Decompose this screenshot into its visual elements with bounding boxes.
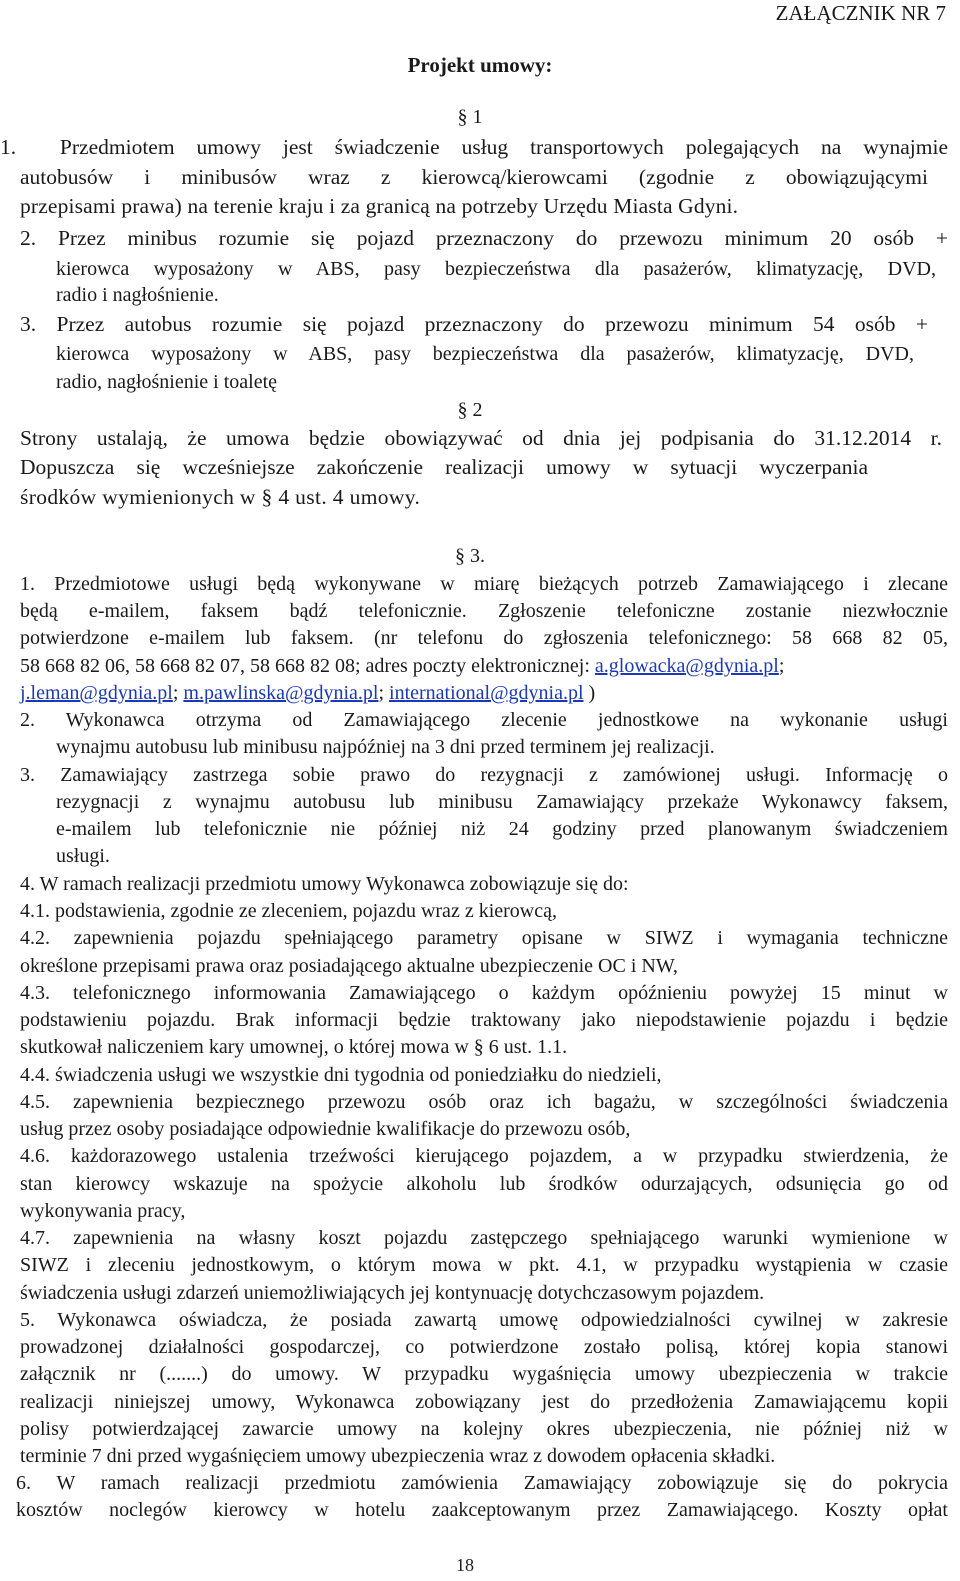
s3-p5-line-2: prowadzonej działalności gospodarczej, co potwierdzone zostało polisą, której kopia stanowi: [20, 1336, 948, 1358]
s3-p4-line-6: podstawieniu pojazdu. Brak informacji będzie traktowany jako niepodstawienie pojazdu i będzie: [20, 1009, 948, 1031]
s3-p3-line-1: 3. Zamawiający zastrzega sobie prawo do rezygnacji z zamówionej usługi. Informację o: [20, 764, 948, 786]
email-link-glowacka[interactable]: a.glowacka@gdynia.pl: [594, 655, 779, 677]
s3-p4-line-15: SIWZ i zleceniu jednostkowym, o którym mowa w pkt. 4.1, w przypadku wystąpienia w czasie: [20, 1254, 948, 1276]
section-3-heading: § 3.: [455, 545, 485, 567]
s2-line-3: środków wymienionych w § 4 ust. 4 umowy.: [20, 485, 421, 509]
s3-p4-line-12: stan kierowcy wskazuje na spożycie alkoholu lub środków odurzających, odsunięcia go od: [20, 1173, 948, 1195]
s3-p4-line-7: skutkował naliczeniem kary umownej, o której mowa w § 6 ust. 1.1.: [20, 1036, 568, 1058]
attachment-label: ZAŁĄCZNIK NR 7: [775, 1, 946, 25]
s3-p4-line-13: wykonywania pracy,: [20, 1200, 186, 1222]
s3-p4-line-9: 4.5. zapewnienia bezpiecznego przewozu osób oraz ich bagażu, w szczególności świadczenia: [20, 1091, 948, 1113]
email-link-leman[interactable]: j.leman@gdynia.pl: [20, 682, 173, 704]
s1-p1-line-1: 1. Przedmiotem umowy jest świadczenie usług transportowych polegających na wynajmie: [0, 135, 948, 159]
s3-p4-line-16: świadczenia usługi zdarzeń uniemożliwiających jej kontynuację dotychczasowym pojazdem.: [20, 1282, 765, 1304]
s1-p2-line-2: kierowca wyposażony w ABS, pasy bezpieczeństwa dla pasażerów, klimatyzację, DVD,: [56, 258, 936, 280]
section-1-heading: § 1: [457, 106, 483, 128]
s3-p4-line-4: określone przepisami prawa oraz posiadającego aktualne ubezpieczenie OC i NW,: [20, 955, 678, 977]
s3-p5-line-6: terminie 7 dni przed wygaśnięciem umowy ubezpieczenia wraz z dowodem opłacenia składki.: [20, 1445, 776, 1467]
s3-p4-line-3: 4.2. zapewnienia pojazdu spełniającego parametry opisane w SIWZ i wymagania techniczne: [20, 927, 948, 949]
section-2-heading: § 2: [457, 399, 483, 421]
s2-line-2: Dopuszcza się wcześniejsze zakończenie realizacji umowy w sytuacji wyczerpania: [20, 455, 868, 479]
s3-p2-line-1: 2. Wykonawca otrzyma od Zamawiającego zlecenie jednostkowe na wykonanie usługi: [20, 709, 948, 731]
s3-p5-line-5: polisy potwierdzającej zawarcie umowy na kolejny okres ubezpieczenia, nie później niż w: [20, 1418, 948, 1440]
s3-p5-line-4: realizacji niniejszej umowy, Wykonawca zobowiązany jest do przedłożenia Zamawiającemu kopii: [20, 1391, 948, 1413]
s3-p1-line-5: j.leman@gdynia.pl; m.pawlinska@gdynia.pl; international@gdynia.pl ): [20, 682, 596, 704]
s1-p3-line-3: radio, nagłośnienie i toaletę: [56, 371, 278, 393]
s3-p6-line-2: kosztów noclegów kierowcy w hotelu zaakceptowanym przez Zamawiającego. Koszty opłat: [16, 1499, 948, 1521]
s3-p3-line-4: usługi.: [56, 845, 110, 867]
s3-p6-line-1: 6. W ramach realizacji przedmiotu zamówienia Zamawiający zobowiązuje się do pokrycia: [16, 1472, 948, 1494]
s1-p1-line-3: przepisami prawa) na terenie kraju i za granicą na potrzeby Urzędu Miasta Gdyni.: [20, 194, 739, 218]
email-link-international[interactable]: international@gdynia.pl: [389, 682, 584, 704]
s3-p4-line-8: 4.4. świadczenia usługi we wszystkie dni tygodnia od poniedziałku do niedzieli,: [20, 1064, 662, 1086]
s3-p1-line-3: potwierdzone e-mailem lub faksem. (nr telefonu do zgłoszenia telefonicznego: 58 668 82 05,: [20, 627, 948, 649]
s3-p3-line-3: e-mailem lub telefonicznie nie później niż 24 godziny przed planowanym świadczeniem: [56, 818, 948, 840]
s1-p3-line-2: kierowca wyposażony w ABS, pasy bezpieczeństwa dla pasażerów, klimatyzację, DVD,: [56, 343, 914, 365]
s1-p2-line-1: 2. Przez minibus rozumie się pojazd przeznaczony do przewozu minimum 20 osób +: [20, 226, 948, 250]
s3-p5-line-3: załącznik nr (.......) do umowy. W przypadku wygaśnięcia umowy ubezpieczenia w trakcie: [20, 1363, 948, 1385]
s3-p4-line-2: 4.1. podstawienia, zgodnie ze zleceniem, pojazdu wraz z kierowcą,: [20, 900, 557, 922]
s3-p3-line-2: rezygnacji z wynajmu autobusu lub minibusu Zamawiający przekaże Wykonawcy faksem,: [56, 791, 948, 813]
s2-line-1: Strony ustalają, że umowa będzie obowiązywać od dnia jej podpisania do 31.12.2014 r.: [20, 426, 942, 450]
page-number: 18: [456, 1555, 474, 1575]
s3-p4-line-11: 4.6. każdorazowego ustalenia trzeźwości kierującego pojazdem, a w przypadku stwierdzenia, że: [20, 1145, 948, 1167]
s3-p2-line-2: wynajmu autobusu lub minibusu najpóźniej na 3 dni przed terminem jej realizacji.: [56, 736, 715, 758]
s3-p1-line-2: będą e-mailem, faksem bądź telefonicznie. Zgłoszenie telefoniczne zostanie niezwłocznie: [20, 600, 948, 622]
s3-p5-line-1: 5. Wykonawca oświadcza, że posiada zawartą umowę odpowiedzialności cywilnej w zakresie: [20, 1309, 948, 1331]
s3-p4-line-1: 4. W ramach realizacji przedmiotu umowy Wykonawca zobowiązuje się do:: [20, 873, 629, 895]
s3-p1-line-4: 58 668 82 06, 58 668 82 07, 58 668 82 08; adres poczty elektronicznej: a.glowacka@gdynia.pl;: [20, 655, 785, 677]
s1-p1-line-2: autobusów i minibusów wraz z kierowcą/kierowcami (zgodnie z obowiązującymi: [20, 165, 928, 189]
s3-p4-line-5: 4.3. telefonicznego informowania Zamawiającego o każdym opóźnieniu powyżej 15 minut w: [20, 982, 948, 1004]
s3-p1-line-1: 1. Przedmiotowe usługi będą wykonywane w miarę bieżących potrzeb Zamawiającego i zlecane: [20, 573, 948, 595]
s3-p4-line-14: 4.7. zapewnienia na własny koszt pojazdu zastępczego spełniającego warunki wymienione w: [20, 1227, 948, 1249]
s3-p1-line-4-text: 58 668 82 06, 58 668 82 07, 58 668 82 08; adres poczty elektronicznej:: [20, 655, 590, 677]
email-link-pawlinska[interactable]: m.pawlinska@gdynia.pl: [183, 682, 379, 704]
document-title: Projekt umowy:: [407, 53, 553, 77]
s1-p2-line-3: radio i nagłośnienie.: [56, 284, 219, 306]
s3-p4-line-10: usług przez osoby posiadające odpowiednie kwalifikacje do przewozu osób,: [20, 1118, 631, 1140]
s1-p3-line-1: 3. Przez autobus rozumie się pojazd przeznaczony do przewozu minimum 54 osób +: [20, 312, 928, 336]
